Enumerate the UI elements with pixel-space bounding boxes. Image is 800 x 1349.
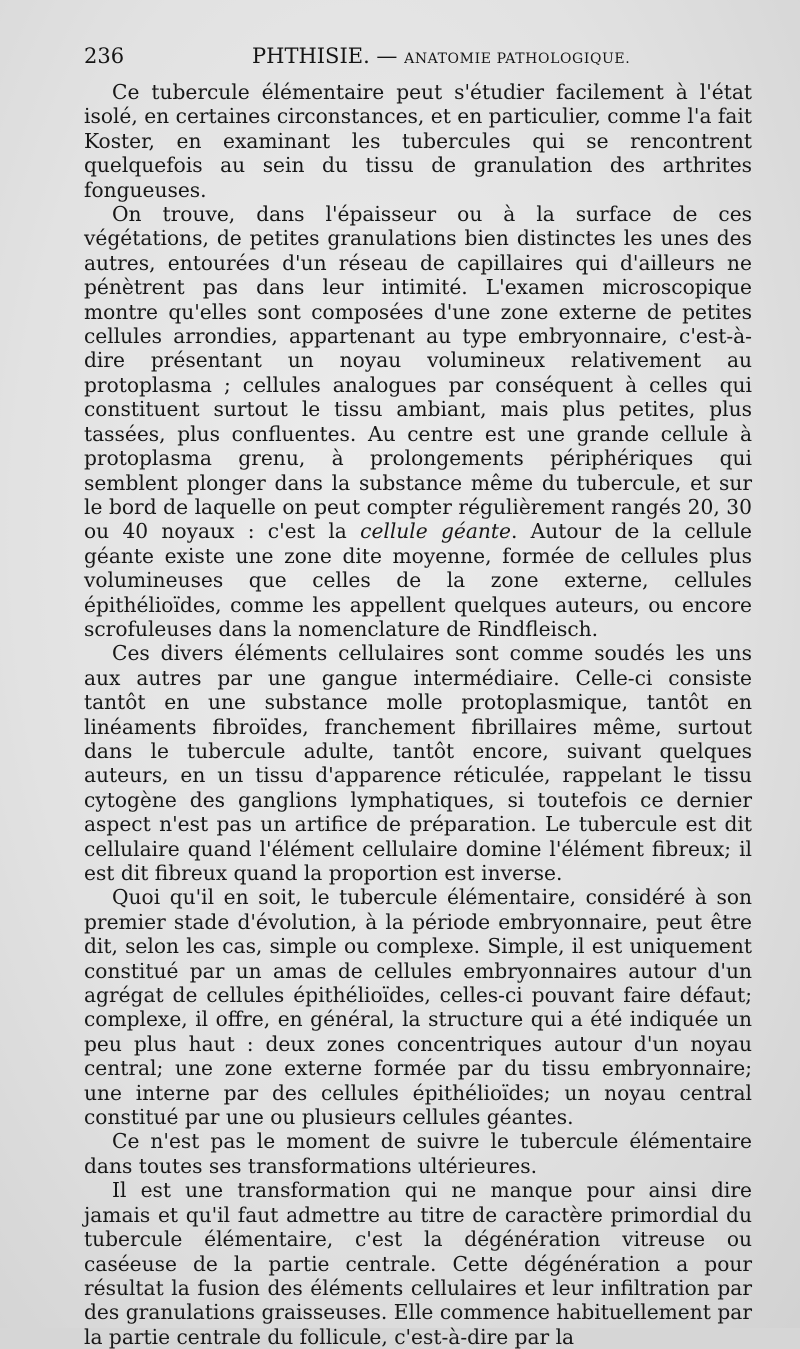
running-title: [252, 44, 630, 68]
paragraph-4: Quoi qu'il en soit, le tubercule élémentaire, considéré à son premier stade d'évolution, à la période embryonnaire, peut être dit, selon les cas, simple ou complexe. Simple, il est uniquement constitué par un amas de cellules embryonnaires autour d'un agrégat de cellules épithélioïdes, celles-ci pouvant faire défaut; complexe, il offre, en général, la structure qui a été indiquée un peu plus haut : deux zones concentriques autour d'un noyau central; une zone externe formée par du tissu embryonnaire; une interne par des cellules épithélioïdes; un noyau central constitué par une ou plusieurs cellules géantes.: [84, 885, 752, 1130]
running-header: [84, 44, 760, 76]
paragraph-5: Ce n'est pas le moment de suivre le tubercule élémentaire dans toutes ses transformations ultérieures.: [84, 1129, 752, 1178]
running-title-sub: ANATOMIE PATHOLOGIQUE.: [404, 51, 631, 67]
paragraph-1: Ce tubercule élémentaire peut s'étudier facilement à l'état isolé, en certaines circonstances, et en particulier, comme l'a fait Koster, en examinant les tubercules qui se rencontrent quelquefois au sein du tissu de granulation des arthrites fongueuses.: [84, 80, 752, 202]
page-number: 236: [84, 44, 125, 68]
paragraph-6: Il est une transformation qui ne manque pour ainsi dire jamais et qu'il faut admettre au titre de caractère primordial du tubercule élémentaire, c'est la dégénération vitreuse ou caséeuse de la partie centrale. Cette dégénération a pour résultat la fusion des éléments cellulaires et leur infiltration par des granulations graisseuses. Elle commence habituellement par la partie centrale du follicule, c'est-à-dire par la: [84, 1178, 752, 1349]
paragraph-3: Ces divers éléments cellulaires sont comme soudés les uns aux autres par une gangue intermédiaire. Celle-ci consiste tantôt en une substance molle protoplasmique, tantôt en linéaments fibroïdes, franchement fibrillaires même, surtout dans le tubercule adulte, tantôt encore, suivant quelques auteurs, en un tissu d'apparence réticulée, rappelant le tissu cytogène des ganglions lymphatiques, si toutefois ce dernier aspect n'est pas un artifice de préparation. Le tubercule est dit cellulaire quand l'élément cellulaire domine l'élément fibreux; il est dit fibreux quand la proportion est inverse.: [84, 641, 752, 885]
paragraph-2: [84, 202, 752, 641]
paragraph-2-part-1: On trouve, dans l'épaisseur ou à la surface de ces végétations, de petites granulations bien distinctes les unes des autres, entourées d'un réseau de capillaires qui d'ailleurs ne pénètrent pas dans leur intimité. L'examen microscopique montre qu'elles sont composées d'une zone externe de petites cellules arrondies, appartenant au type embryonnaire, c'est-à-dire présentant un noyau volumineux relativement au protoplasma ; cellules analogues par conséquent à celles qui constituent surtout le tissu ambiant, mais plus petites, plus tassées, plus confluentes. Au centre est une grande cellule à protoplasma grenu, à prolongements périphériques qui semblent plonger dans la substance même du tubercule, et sur le bord de laquelle on peut compter régulièrement rangés 20, 30 ou 40 noyaux : c'est la: [84, 202, 752, 544]
body-text: [84, 80, 752, 1349]
term-cellule-geante: cellule géante: [360, 519, 511, 544]
running-title-main: PHTHISIE. —: [252, 44, 398, 68]
paragraph-2-part-2: . Autour de la cellule géante existe une zone dite moyenne, formée de cellules plus volumineuses que celles de la zone externe, cellules épithélioïdes, comme les appellent quelques auteurs, ou encore scrofuleuses dans la nomenclature de Rindfleisch.: [84, 519, 752, 641]
